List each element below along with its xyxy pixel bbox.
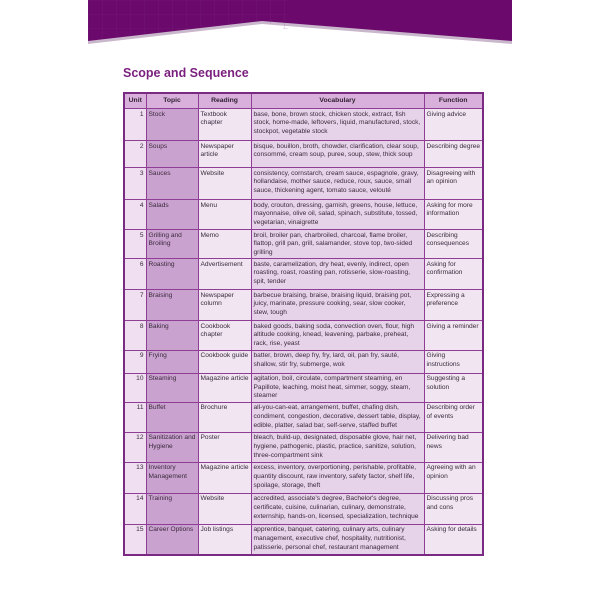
cell-unit: 5 bbox=[124, 230, 146, 259]
cell-function: Giving instructions bbox=[424, 350, 483, 373]
cell-function: Asking for more information bbox=[424, 200, 483, 230]
scope-and-sequence-table bbox=[123, 92, 484, 556]
cell-topic: Buffet bbox=[146, 402, 198, 432]
cell-reading: Newspaper column bbox=[198, 290, 251, 321]
cell-function: Giving a reminder bbox=[424, 321, 483, 350]
cell-unit: 3 bbox=[124, 168, 146, 200]
cell-reading: Magazine article bbox=[198, 373, 251, 402]
table-row bbox=[124, 200, 483, 230]
cell-unit: 15 bbox=[124, 524, 146, 555]
cell-topic: Sauces bbox=[146, 168, 198, 200]
cell-vocabulary: bleach, build-up, designated, disposable glove, hair net, hygiene, pathogenic, plastic, practice, sanitize, solution, three-compartment sink bbox=[251, 432, 424, 462]
cell-function: Giving advice bbox=[424, 109, 483, 141]
table-body bbox=[124, 109, 483, 556]
table-row bbox=[124, 259, 483, 290]
cell-unit: 10 bbox=[124, 373, 146, 402]
header-vocabulary: Vocabulary bbox=[251, 93, 424, 109]
cell-function: Disagreeing with an opinion bbox=[424, 168, 483, 200]
cell-reading: Memo bbox=[198, 230, 251, 259]
cell-vocabulary: excess, inventory, overportioning, perishable, profitable, quantity discount, raw inventory, safety factor, shelf life, spoilage, storage, theft bbox=[251, 462, 424, 493]
cell-unit: 9 bbox=[124, 350, 146, 373]
cell-vocabulary: broil, broiler pan, charbroiled, charcoal, flame broiler, flattop, grill pan, grill, salamander, stove top, two-sided grilling bbox=[251, 230, 424, 259]
cell-unit: 4 bbox=[124, 200, 146, 230]
cell-topic: Steaming bbox=[146, 373, 198, 402]
cell-vocabulary: body, crouton, dressing, garnish, greens, house, lettuce, mayonnaise, olive oil, salad, spinach, substitute, tossed, vegetarian, vinaigrette bbox=[251, 200, 424, 230]
cell-unit: 13 bbox=[124, 462, 146, 493]
table-row bbox=[124, 109, 483, 141]
table-row bbox=[124, 462, 483, 493]
cell-reading: Menu bbox=[198, 200, 251, 230]
cell-vocabulary: base, bone, brown stock, chicken stock, extract, fish stock, home-made, leftovers, liquid, manufactured, stock, stockpot, vegetable stock bbox=[251, 109, 424, 141]
cell-function: Expressing a preference bbox=[424, 290, 483, 321]
cell-topic: Soups bbox=[146, 141, 198, 168]
cell-function: Agreeing with an opinion bbox=[424, 462, 483, 493]
cell-function: Describing consequences bbox=[424, 230, 483, 259]
cell-topic: Salads bbox=[146, 200, 198, 230]
cell-function: Suggesting a solution bbox=[424, 373, 483, 402]
cell-topic: Grilling and Broiling bbox=[146, 230, 198, 259]
cell-reading: Magazine article bbox=[198, 462, 251, 493]
cell-topic: Frying bbox=[146, 350, 198, 373]
table-row bbox=[124, 493, 483, 524]
cell-function: Asking for details bbox=[424, 524, 483, 555]
cell-unit: 11 bbox=[124, 402, 146, 432]
cell-unit: 2 bbox=[124, 141, 146, 168]
cell-topic: Stock bbox=[146, 109, 198, 141]
table-row bbox=[124, 524, 483, 555]
header-function: Function bbox=[424, 93, 483, 109]
table-row bbox=[124, 230, 483, 259]
cell-unit: 1 bbox=[124, 109, 146, 141]
cell-reading: Cookbook chapter bbox=[198, 321, 251, 350]
cell-function: Discussing pros and cons bbox=[424, 493, 483, 524]
cell-vocabulary: consistency, cornstarch, cream sauce, espagnole, gravy, hollandaise, mother sauce, reduce, roux, sauce, small sauce, thickening agent, tomato sauce, velouté bbox=[251, 168, 424, 200]
cell-vocabulary: baked goods, baking soda, convection oven, flour, high altitude cooking, knead, leavening, parbake, preheat, rack, rise, yeast bbox=[251, 321, 424, 350]
cell-reading: Cookbook guide bbox=[198, 350, 251, 373]
cell-vocabulary: barbecue braising, braise, braising liquid, braising pot, juicy, marinate, pressure cooking, sear, slow cooker, stew, tough bbox=[251, 290, 424, 321]
cell-reading: Website bbox=[198, 493, 251, 524]
cell-topic: Roasting bbox=[146, 259, 198, 290]
table-header-row bbox=[124, 93, 483, 109]
cell-unit: 6 bbox=[124, 259, 146, 290]
header-topic: Topic bbox=[146, 93, 198, 109]
cell-vocabulary: apprentice, banquet, catering, culinary arts, culinary management, executive chef, hospitality, nutritionist, patisserie, personal chef, restaurant management bbox=[251, 524, 424, 555]
table-row bbox=[124, 350, 483, 373]
cell-reading: Website bbox=[198, 168, 251, 200]
cell-reading: Textbook chapter bbox=[198, 109, 251, 141]
cell-topic: Sanitization and Hygiene bbox=[146, 432, 198, 462]
table-row bbox=[124, 141, 483, 168]
page-title: Scope and Sequence bbox=[123, 66, 249, 80]
cell-reading: Poster bbox=[198, 432, 251, 462]
table-row bbox=[124, 373, 483, 402]
cell-unit: 12 bbox=[124, 432, 146, 462]
decorative-header-banner bbox=[88, 0, 512, 46]
table-row bbox=[124, 290, 483, 321]
cell-function: Asking for confirmation bbox=[424, 259, 483, 290]
cell-topic: Inventory Management bbox=[146, 462, 198, 493]
cell-vocabulary: bisque, bouillon, broth, chowder, clarification, clear soup, consommé, cream soup, puree, soup, stew, thick soup bbox=[251, 141, 424, 168]
table-row bbox=[124, 168, 483, 200]
cell-function: Delivering bad news bbox=[424, 432, 483, 462]
cell-vocabulary: accredited, associate's degree, Bachelor's degree, certificate, cuisine, culinarian, culinary, demonstrate, externship, hands-on, licensed, specialization, technique bbox=[251, 493, 424, 524]
header-reading: Reading bbox=[198, 93, 251, 109]
cell-topic: Career Options bbox=[146, 524, 198, 555]
cell-reading: Advertisement bbox=[198, 259, 251, 290]
table-row bbox=[124, 432, 483, 462]
cell-topic: Baking bbox=[146, 321, 198, 350]
cell-vocabulary: all-you-can-eat, arrangement, buffet, chafing dish, condiment, congestion, decorative, dessert table, display, edible, platter, salad bar, self-serve, staffed buffet bbox=[251, 402, 424, 432]
cell-function: Describing degree bbox=[424, 141, 483, 168]
cell-unit: 14 bbox=[124, 493, 146, 524]
cell-function: Describing order of events bbox=[424, 402, 483, 432]
table-row bbox=[124, 321, 483, 350]
table-row bbox=[124, 402, 483, 432]
cell-reading: Job listings bbox=[198, 524, 251, 555]
header-unit: Unit bbox=[124, 93, 146, 109]
cell-topic: Braising bbox=[146, 290, 198, 321]
cell-unit: 7 bbox=[124, 290, 146, 321]
cell-vocabulary: agitation, boil, circulate, compartment steaming, en Papillote, leaching, moist heat, simmer, soggy, steam, steamer bbox=[251, 373, 424, 402]
cell-topic: Training bbox=[146, 493, 198, 524]
cell-unit: 8 bbox=[124, 321, 146, 350]
cell-vocabulary: batter, brown, deep fry, fry, lard, oil, pan fry, sauté, shallow, stir fry, submerge, wok bbox=[251, 350, 424, 373]
cell-vocabulary: baste, caramelization, dry heat, evenly, indirect, open roasting, roast, roasting pan, rotisserie, slow-roasting, spit, tender bbox=[251, 259, 424, 290]
cell-reading: Newspaper article bbox=[198, 141, 251, 168]
cell-reading: Brochure bbox=[198, 402, 251, 432]
